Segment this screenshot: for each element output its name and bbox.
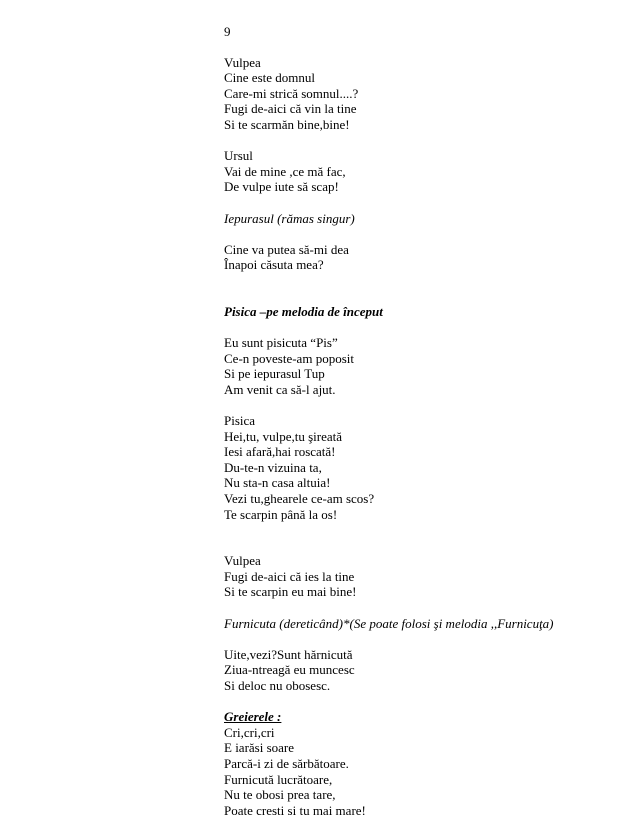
section-heading: Pisica –pe melodia de început: [224, 303, 383, 319]
verse-line: De vulpe iute să scap!: [224, 179, 339, 195]
verse-line: Hei,tu, vulpe,tu şireată: [224, 428, 343, 444]
stage-direction-iepurasul: [224, 211, 624, 227]
stanza-iepurasul: [224, 242, 624, 273]
verse-line: Te scarpin până la os!: [224, 506, 338, 522]
speaker-label: Vulpea: [224, 54, 261, 70]
speaker-label: Ursul: [224, 148, 253, 164]
verse-line: Vai de mine ,ce mă fac,: [224, 163, 346, 179]
stanza-furnicuta: [224, 647, 624, 694]
verse-line: Cine va putea să-mi dea: [224, 241, 349, 257]
section-heading: Greierele :: [224, 709, 282, 725]
stanza-vulpea-1: [224, 55, 624, 133]
verse-line: Care-mi strică somnul....?: [224, 85, 359, 101]
verse-line: Nu te obosi prea tare,: [224, 787, 336, 803]
document-content: [224, 24, 624, 834]
verse-line: Nu sta-n casa altuia!: [224, 475, 331, 491]
verse-line: Înapoi căsuta mea?: [224, 257, 324, 273]
verse-line: Ziua-ntreagă eu muncesc: [224, 662, 355, 678]
verse-line: Am venit ca să-l ajut.: [224, 381, 336, 397]
verse-line: Cri,cri,cri: [224, 724, 275, 740]
speaker-label: Pisica: [224, 413, 256, 429]
verse-line: Vezi tu,ghearele ce-am scos?: [224, 491, 375, 507]
stage-direction-furnicuta: [224, 616, 624, 632]
verse-line: Eu sunt pisicuta “Pis”: [224, 335, 338, 351]
heading-pisica: [224, 304, 624, 320]
verse-line: Si te scarpin eu mai bine!: [224, 584, 357, 600]
verse-line: Parcă-i zi de sărbătoare.: [224, 755, 349, 771]
stanza-ursul: [224, 148, 624, 195]
stanza-vulpea-2: [224, 553, 624, 600]
stanza-greierele: [224, 709, 624, 818]
speaker-label: Vulpea: [224, 553, 261, 569]
stage-direction: Furnicuta (dereticând)*(Se poate folosi şi melodia ,,Furnicuţa): [224, 615, 554, 631]
verse-line: Si pe iepurasul Tup: [224, 366, 325, 382]
verse-line: Fugi de-aici că vin la tine: [224, 101, 357, 117]
stanza-pisica-intro: [224, 335, 624, 397]
stage-direction: Iepurasul (rămas singur): [224, 210, 355, 226]
stanza-pisica: [224, 413, 624, 522]
verse-line: Ce-n poveste-am poposit: [224, 350, 354, 366]
verse-line: Du-te-n vizuina ta,: [224, 459, 322, 475]
verse-line: E iarăsi soare: [224, 740, 295, 756]
verse-line: Uite,vezi?Sunt hărnicută: [224, 646, 353, 662]
verse-line: Cine este domnul: [224, 70, 315, 86]
verse-line: Furnicută lucrătoare,: [224, 771, 333, 787]
verse-line: Fugi de-aici că ies la tine: [224, 568, 355, 584]
verse-line: Si deloc nu obosesc.: [224, 677, 331, 693]
page-number: 9: [224, 24, 231, 39]
verse-line: Poate cresti si tu mai mare!: [224, 802, 366, 818]
verse-line: Iesi afară,hai roscată!: [224, 444, 336, 460]
verse-line: Si te scarmăn bine,bine!: [224, 116, 350, 132]
